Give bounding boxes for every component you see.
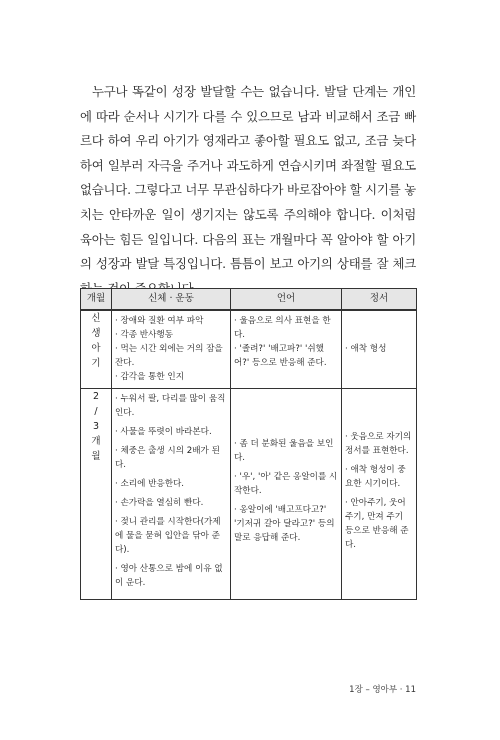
list-item: · 장애와 질환 여부 파악 <box>115 316 204 326</box>
intro-paragraph: 누구나 똑같이 성장 발달할 수는 없습니다. 발달 단계는 개인에 따라 순서나 시기가 다를 수 있으므로 남과 비교해서 조금 빠르다 하여 우리 아기가 영재라고 좋아할 필요도 없고, 조금 늦다 하여 일부러 자극을 주거나 과도하게 연습시키며 좌절할 필요도 없습니다. 그렇다고 너무 무관심하다가 바로잡아야 할 시기를 놓치는 안타까운 일이 생기지는 않도록 주의해야 합니다. 이처럼 육아는 힘든 일입니다. 다음의 표는 개월마다 꼭 알아야 할 아기의 성장과 발달 특징입니다. 틈틈이 보고 아기의 상태를 잘 체크 <box>80 84 416 272</box>
month-char: 개 <box>91 436 101 447</box>
page-footer: 1장 – 영아부 · 11 <box>349 685 416 695</box>
header-body: 신체 · 운동 <box>112 289 231 311</box>
month-char: 신 <box>91 313 101 324</box>
list-item: · 웃음으로 자기의 정서를 표현한다. <box>345 432 412 456</box>
month-char: / <box>94 406 98 417</box>
language-cell-2-3 <box>231 389 342 600</box>
list-item: · 손가락을 열심히 빤다. <box>115 498 204 508</box>
month-char: 아 <box>91 343 101 354</box>
list-item: · '졸려?' '배고파?' '쉬했어?' 등으로 반응해 준다. <box>234 344 327 368</box>
list-item: · 좀 더 분화된 울음을 보인다. <box>234 439 334 463</box>
header-month: 개월 <box>81 289 112 311</box>
list-item: · 먹는 시간 외에는 거의 잠을 잔다. <box>115 344 223 368</box>
list-item: · 감각을 통한 인지 <box>115 372 185 382</box>
table-row-2-3-months <box>81 389 417 600</box>
month-cell-2-3 <box>81 389 112 600</box>
body-cell-newborn <box>112 310 231 389</box>
list-item: · 애착 형성이 중요한 시기이다. <box>345 465 406 489</box>
month-cell-newborn <box>81 310 112 389</box>
month-char: 2 <box>92 391 100 402</box>
development-table <box>80 288 417 600</box>
header-language: 언어 <box>231 289 342 311</box>
list-item: · 젖니 관리를 시작한다(가제에 물을 묻혀 입안을 닦아 준다). <box>115 517 221 555</box>
list-item: · 애착 형성 <box>345 344 387 354</box>
list-item: · 울음으로 의사 표현을 한다. <box>234 316 331 340</box>
table-header-row <box>81 289 417 311</box>
emotion-cell-2-3 <box>342 389 417 600</box>
month-char: 3 <box>92 421 100 432</box>
list-item: · 누워서 팔, 다리를 많이 움직인다. <box>115 394 226 418</box>
list-item: · 소리에 반응한다. <box>115 479 185 489</box>
list-item: · '우', '아' 같은 옹알이를 시작한다. <box>234 472 338 496</box>
list-item: · 각종 반사행동 <box>115 330 174 340</box>
month-char: 월 <box>91 451 101 462</box>
list-item: · 사물을 뚜렷이 바라본다. <box>115 427 212 437</box>
month-char: 생 <box>91 328 101 339</box>
month-char: 기 <box>91 358 101 369</box>
header-emotion: 정서 <box>342 289 417 311</box>
list-item: · 옹알이에 '배고프다고?' '기저귀 갈아 달라고?' 등의 말로 응답해 준다. <box>234 505 335 543</box>
language-cell-newborn <box>231 310 342 389</box>
body-cell-2-3 <box>112 389 231 600</box>
table-row-newborn <box>81 310 417 389</box>
emotion-cell-newborn <box>342 310 417 389</box>
list-item: · 체중은 출생 시의 2배가 된다. <box>115 446 220 470</box>
list-item: · 영아 산통으로 밤에 이유 없이 운다. <box>115 564 223 588</box>
list-item: · 안아주기, 웃어주기, 만져 주기 등으로 반응해 준다. <box>345 498 409 550</box>
